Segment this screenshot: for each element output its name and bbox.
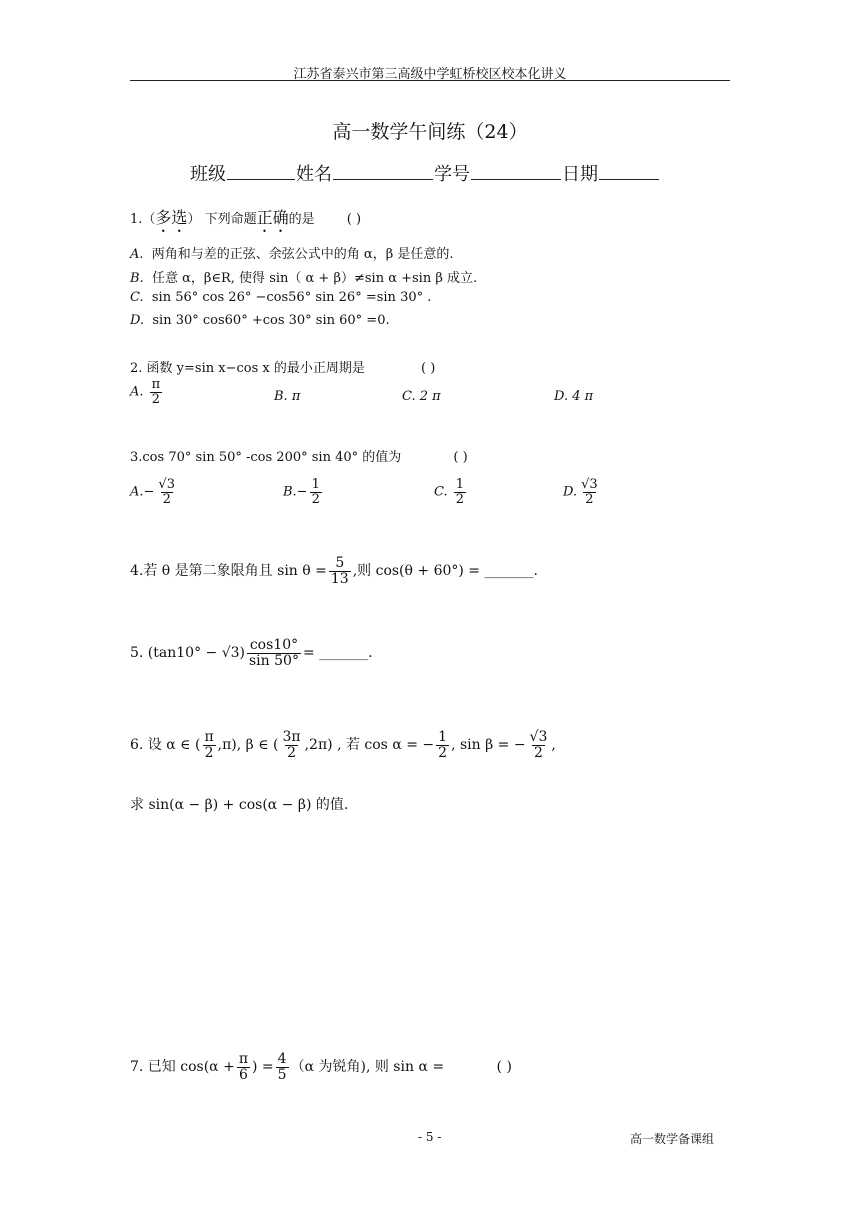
- q6-part-b: ,π), β ∈ (: [217, 737, 279, 754]
- q2-option-c[interactable]: C. 2 π: [402, 389, 441, 404]
- q6-part-c: ,2π) , 若 cos α = −: [304, 737, 435, 754]
- q1-option-c[interactable]: [130, 290, 431, 305]
- q3-option-a[interactable]: [130, 478, 179, 506]
- q1-option-b[interactable]: [130, 267, 477, 286]
- q3-option-b-label: B.−: [283, 484, 308, 500]
- q7-mid: ) =: [252, 1059, 274, 1076]
- q1-answer-blank[interactable]: ( ): [346, 212, 362, 227]
- q7-f2-den: 5: [277, 1066, 287, 1083]
- q1-option-a-text: 两角和与差的正弦、余弦公式中的角 α，β 是任意的.: [151, 247, 454, 262]
- date-label: 日期: [562, 164, 598, 185]
- q6-fraction-4: [528, 730, 550, 760]
- q4-den: 13: [330, 570, 349, 587]
- q6-f4-den: 2: [534, 744, 543, 761]
- q1-option-d-label: D.: [130, 313, 145, 328]
- student-info-line: [190, 160, 660, 186]
- name-label: 姓名: [296, 164, 332, 185]
- q2-option-a-den: 2: [151, 391, 161, 407]
- q1-stem-a: 下列命题: [204, 212, 257, 227]
- q1-multi-select-tag: 多选: [155, 208, 188, 227]
- q1-stem-emphasis: 正确: [256, 208, 289, 227]
- q6-fraction-2: [280, 730, 302, 760]
- q2-option-a[interactable]: [130, 378, 164, 406]
- q2-option-a-fraction: [150, 378, 163, 406]
- page-title: 高一数学午间练（24）: [332, 121, 528, 143]
- q7-fraction-2: [276, 1052, 289, 1082]
- q6-stem: [130, 730, 556, 760]
- q6-fraction-3: [436, 730, 449, 760]
- q3-option-b-den: 2: [311, 491, 320, 507]
- q7-f1-den: 6: [238, 1066, 248, 1083]
- q3-option-d-fraction: [579, 478, 600, 506]
- q4-num: 5: [335, 555, 345, 571]
- q3-stem-text: 3.cos 70° sin 50° -cos 200° sin 40° 的值为: [130, 450, 402, 465]
- q6-f1-num: π: [204, 729, 214, 745]
- q2-stem: [130, 357, 435, 376]
- q3-option-a-den: 2: [162, 491, 171, 507]
- q6-part-e: ,: [551, 737, 556, 754]
- q6-question: 求 sin(α − β) + cos(α − β) 的值.: [130, 797, 349, 813]
- q7-stem: [130, 1052, 512, 1082]
- q6-part-a: 6. 设 α ∈ (: [130, 737, 201, 754]
- q7-fraction-1: [237, 1052, 250, 1082]
- date-blank[interactable]: [599, 178, 659, 180]
- q1-stem-b: 的是: [288, 212, 315, 227]
- header-school: 江苏省泰兴市第三高级中学虹桥校区校本化讲义: [293, 67, 567, 82]
- name-blank[interactable]: [333, 178, 433, 180]
- q3-option-d-den: 2: [585, 491, 594, 507]
- q6-f1-den: 2: [204, 744, 214, 761]
- q1-option-d-text: sin 30° cos60° +cos 30° sin 60° =0.: [152, 313, 390, 328]
- q3-option-b-num: 1: [311, 477, 320, 492]
- q7-post: （α 为锐角), 则 sin α =: [290, 1059, 445, 1076]
- q3-option-c-fraction: [454, 478, 466, 506]
- q1-option-c-label: C.: [130, 290, 144, 305]
- q2-option-a-label: A.: [130, 384, 144, 400]
- q1-stem: [130, 205, 361, 236]
- q3-option-d[interactable]: [563, 478, 602, 506]
- q2-option-d[interactable]: D. 4 π: [554, 389, 594, 404]
- q6-fraction-1: [202, 730, 215, 760]
- class-blank[interactable]: [227, 178, 295, 180]
- q3-option-c-num: 1: [455, 477, 465, 492]
- page-number: - 5 -: [418, 1130, 442, 1144]
- q3-option-a-fraction: [156, 478, 177, 506]
- q5-pre: 5. (tan10° − √3): [130, 645, 245, 662]
- q3-option-d-num: √3: [581, 477, 598, 492]
- q3-option-a-num: √3: [158, 477, 175, 492]
- q3-stem: [130, 446, 468, 465]
- q1-right-paren: ）: [187, 212, 201, 227]
- q2-option-b[interactable]: B. π: [274, 389, 301, 404]
- class-label: 班级: [190, 164, 226, 185]
- q6-part-d: , sin β = −: [451, 737, 526, 754]
- q1-option-b-text: 任意 α，β∈R, 使得 sin（ α + β）≠sin α +sin β 成立.: [151, 271, 478, 286]
- q1-option-c-text: sin 56° cos 26° −cos56° sin 26° =sin 30° .: [151, 290, 432, 305]
- q1-number: 1.: [130, 212, 143, 227]
- q3-answer-blank[interactable]: ( ): [453, 450, 468, 465]
- q6-f3-den: 2: [438, 744, 448, 761]
- q6-f3-num: 1: [438, 729, 448, 745]
- q3-option-a-label: A.−: [130, 484, 155, 500]
- q4-stem: [130, 556, 538, 586]
- id-label: 学号: [434, 164, 470, 185]
- q7-f2-num: 4: [277, 1051, 287, 1067]
- q3-option-c[interactable]: [434, 478, 468, 506]
- q1-option-b-label: B.: [130, 271, 144, 286]
- q7-f1-num: π: [238, 1051, 249, 1067]
- footer-group: 高一数学备课组: [630, 1132, 715, 1146]
- q4-post: ,则 cos(θ + 60°) = _______.: [352, 563, 538, 580]
- q5-den: sin 50°: [249, 652, 299, 669]
- q1-option-a[interactable]: [130, 243, 454, 262]
- q5-fraction: [247, 638, 301, 668]
- q2-answer-blank[interactable]: ( ): [420, 361, 436, 376]
- q6-f2-num: 3π: [282, 729, 301, 745]
- q1-option-a-label: A.: [130, 247, 144, 262]
- q5-num: cos10°: [249, 637, 299, 653]
- q4-pre: 4.若 θ 是第二象限角且 sin θ =: [130, 563, 327, 580]
- id-blank[interactable]: [471, 178, 561, 180]
- q1-left-paren: （: [142, 212, 156, 227]
- q3-option-b-fraction: [310, 478, 322, 506]
- q6-f4-num: √3: [529, 729, 548, 745]
- header-divider: [130, 80, 730, 81]
- q4-fraction: [329, 556, 351, 586]
- q3-option-c-den: 2: [455, 491, 465, 507]
- q2-stem-text: 2. 函数 y=sin x−cos x 的最小正周期是: [130, 361, 365, 376]
- q3-option-d-label: D.: [563, 484, 578, 500]
- q7-answer-blank[interactable]: ( ): [496, 1059, 512, 1076]
- q3-option-b[interactable]: [283, 478, 324, 506]
- q2-option-a-num: π: [151, 377, 161, 392]
- q5-stem: [130, 638, 373, 668]
- q6-f2-den: 2: [287, 744, 296, 761]
- q5-post: = _______.: [302, 645, 373, 662]
- q1-option-d[interactable]: [130, 313, 390, 328]
- q3-option-c-label: C.: [434, 484, 448, 500]
- q7-pre: 7. 已知 cos(α +: [130, 1059, 235, 1076]
